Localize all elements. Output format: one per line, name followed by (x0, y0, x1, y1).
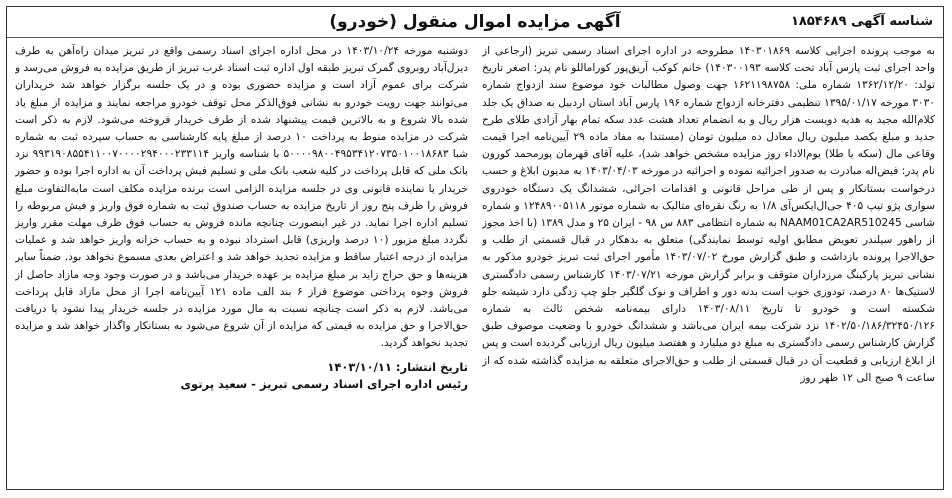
notice-footer (15, 359, 468, 393)
right-column (482, 43, 935, 483)
ad-id-label: شناسه آگهی ۱۸۵۴۶۸۹ (791, 14, 933, 29)
notice-frame (6, 6, 944, 490)
signer-line: رئیس اداره اجرای اسناد رسمی تبریز - سعید پرتوی (180, 376, 468, 391)
notice-header (7, 7, 943, 38)
notice-body (15, 43, 935, 483)
publish-date: تاریخ انتشار: ۱۴۰۳/۱۰/۱۱ (327, 359, 468, 374)
left-column-text: دوشنبه مورخه ۱۴۰۳/۱۰/۲۴ در محل اداره اجرای اسناد رسمی واقع در تبریز میدان راه‌آهن به طرف دیزل‌آباد روبروی گمرک تبریز طبقه اول اداره ثبت اسناد غرب تبریز از طریق مزایده به فروش می‌رسد و شرکت برای عموم آزاد است و مزایده حضوری بوده و در یک جلسه برگزار خواهد شد خریداران می‌توانند جهت رویت خودرو به نشانی فوق‌الذکر محل توقف خودرو مراجعه نمایند و مزایده از مبلغ یاد شده بالا شروع و به بالاترین قیمت پیشنهاد شده از طرف خریدار فروخته می‌شود. لازم به ذکر است شرکت در مزایده منوط به پرداخت ۱۰ درصد از مبلغ پایه کارشناسی به حساب سپرده ثبت به شماره شبا ۵۰۰۰۰۹۸۰۰۴۹۵۳۴۱۲۰۷۳۵۰۱۰۰۱۸۶۸۳ با شناسه واریز ۹۹۳۱۹۰۸۵۵۴۱۱۰۰۷۰۰۰۰۲۹۴۰۰۰۲۳۳۱۱۴ نزد بانک ملی که قابل پرداخت در کلیه شعب بانک ملی و تسلیم فیش پرداخت آن به اداره اجرا بوده و حضور خریدار یا نماینده قانونی وی در جلسه مزایده الزامی است برنده مزایده مکلف است مابه‌التفاوت مبلغ فروش را ظرف پنج روز از تاریخ مزایده به حساب صندوق ثبت به شماره فوق واریز و فیش مربوطه را تسلیم اداره اجرا نماید. در غیر اینصورت چنانچه مانده فروش به حساب فوق ظرف مهلت مقرر واریز نگردد مبلغ مزبور (۱۰ درصد واریزی) قابل استرداد نبوده و به حساب خزانه واریز خواهد شد و عملیات مزایده از درجه اعتبار ساقط و مزایده تجدید خواهد شد و اعتراض بعدی مسموع نخواهد بود. ضمناً سایر هزینه‌ها و حق حراج زاید بر مبلغ مزایده بر عهده خریدار می‌باشد و در صورت وجود وجه مازاد حاصل از فروش وجوه پرداختی موضوع فراز ۶ بند الف ماده ۱۲۱ آیین‌نامه اجرا از محل مازاد قابل پرداخت می‌باشد. لازم به ذکر است چنانچه نسبت به مال مورد مزایده در جلسه خریدار پیدا نشود یا دریافت حق‌الاجرا و حق مزایده به قیمتی که مزایده از آن شروع می‌شود به بستانکار واگذار خواهد شد و مزایده تجدید نخواهد گردید. (15, 45, 468, 350)
notice-title: آگهی مزایده اموال منقول (خودرو) (329, 12, 621, 32)
left-column (15, 43, 468, 483)
right-column-text: به موجب پرونده اجرایی کلاسه ۱۴۰۳۰۱۸۶۹ مطروحه در اداره اجرای اسناد رسمی تبریز (ارجاعی از واحد اجرای ثبت پارس آباد تحت کلاسه ۱۴۰۳۰۰۱۹۳) خانم کوکب آریق‌پور کوراماللو نام پدر: اصغر تاریخ تولد: ۱۳۶۲/۱۲/۲۰ شماره ملی: ۱۶۲۱۱۹۸۷۵۸ جهت وصول مطالبات خود موضوع سند ازدواج شماره ۳۰۳۰ مورخه ۱۳۹۵/۰۱/۱۷ تنظیمی دفترخانه ازدواج شماره ۱۹۶ پارس آباد استان اردبیل به صداق یک جلد کلام‌الله مجید به هدیه دویست هزار ریال و به انضمام تعداد هشت عدد سکه تمام بهار آزادی طلای طرح جدید و مبلغ یکصد میلیون ریال معادل ده میلیون تومان (مستندا به مفاد ماده ۲۹ آیین‌نامه اجرا قیمت وقاعی مال (سکه یا طلا) یوم‌الاداء روز مزایده مشخص خواهد شد)، علیه آقای قهرمان پورمحمد کورون نام پدر: فیض‌اله مبادرت به صدور اجرائیه نموده و اجرائیه در مورخه ۱۴۰۳/۰۴/۰۳ به مدیون ابلاغ و حسب درخواست بستانکار و پس از طی مراحل قانونی و اقدامات اجرائی، ششدانگ یک دستگاه خودروی سواری پژو تیپ ۴۰۵ جی‌ال‌ایکس‌آی ۱/۸ به رنگ نقره‌ای متالیک به شماره موتور ۱۲۴۸۹۰۰۵۱۱۸ و شماره شاسی NAAM01CA2AR510245 به شماره انتظامی ۸۸۳ س ۹۸ - ایران ۲۵ و مدل ۱۳۸۹ (با اخذ مجوز از راهور سیلندر تعویض مطابق اولیه توسط نمایندگی) متعلق به بدهکار در قبال قسمتی از طلب و حق‌الاجرا پرونده بازداشت و طبق گزارش مورخ ۱۴۰۳/۰۷/۰۲ مأمور اجرای ثبت تبریز خودرو مذکور به نشانی تبریز پارکینگ مرزداران متوقف و برابر گزارش مورخه ۱۴۰۳/۰۷/۲۱ کارشناس رسمی دادگستری لاستیک‌ها ۸۰ درصد، تودوزی خوب است بدنه دور و اطراف و نوک گلگیر جلو چپ زدگی دارد شیشه جلو شکسته است و خودرو تا تاریخ ۱۴۰۳/۰۸/۱۱ دارای بیمه‌نامه شخص ثالث به شماره ۱۴۰۲/۵۰/۱۸۶/۳۲۴۵۰/۱۲۶ نزد شرکت بیمه ایران می‌باشد و ششدانگ خودرو با وضعیت موصوف طبق گزارش کارشناس رسمی دادگستری به مبلغ دو میلیارد و هفتصد میلیون ریال ارزیابی گردیده است و پس از ابلاغ ارزیابی و قطعیت آن در قبال قسمتی از طلب و حق‌الاجرای متعلقه به مزایده گذاشته شده که از ساعت ۹ صبح الی ۱۲ ظهر روز (482, 45, 935, 384)
